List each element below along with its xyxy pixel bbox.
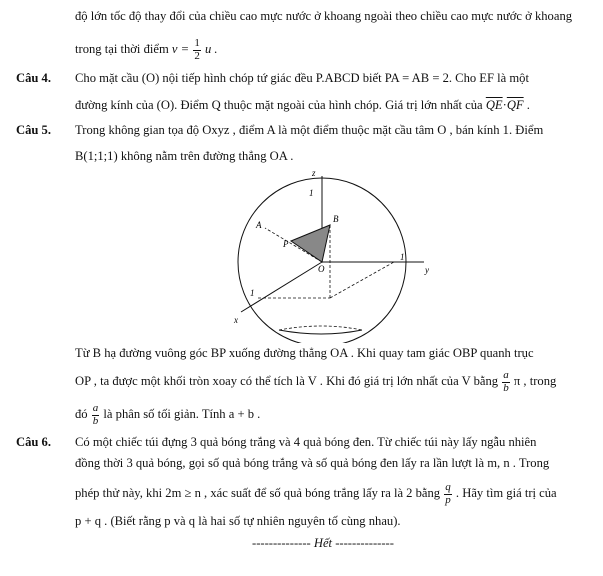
label-one-y: 1 <box>400 252 405 262</box>
end-dashes-right: -------------- <box>335 536 394 550</box>
q4-line-2-pre: đường kính của (O). Điểm Q thuộc mặt ngoài của hình chóp. Giá trị lớn nhất của <box>75 98 483 112</box>
intro-var: v = <box>171 41 190 56</box>
intro-line-2 <box>75 38 218 62</box>
q6-label: Câu 6. <box>16 435 51 449</box>
q6-line-2: đồng thời 3 quả bóng, gọi số quả bóng trắng và số quả bóng đen lấy ra lần lượt là m, n . Trong <box>75 456 550 470</box>
q6-line-3-post: . Hãy tìm giá trị của <box>455 485 557 500</box>
q5-label: Câu 5. <box>16 123 51 137</box>
q6-line-4: p + q . (Biết rằng p và q là hai số tự nhiên nguyên tố cùng nhau). <box>75 514 401 528</box>
x-axis <box>241 262 322 312</box>
q4-line-1: Cho mặt cầu (O) nội tiếp hình chóp tứ giác đều P.ABCD biết PA = AB = 2. Cho EF là một <box>75 71 529 85</box>
q6-line-3-pre: phép thử này, khi 2m ≥ n , xác suất để số quả bóng trắng lấy ra là 2 bằng <box>75 485 441 500</box>
end-text: Hết <box>313 536 333 550</box>
q5-line-2: B(1;1;1) không nằm trên đường thẳng OA . <box>75 149 294 163</box>
intro-line-1: độ lớn tốc độ thay đổi của chiều cao mực nước ở khoang ngoài theo chiều cao mực nước ở khoang <box>75 9 573 23</box>
q4-line-2 <box>75 99 530 112</box>
segment-y-projection <box>330 262 394 298</box>
q5-line-5 <box>75 403 260 427</box>
label-p: P <box>283 239 289 249</box>
q5-line-3: Từ B hạ đường vuông góc BP xuống đường thẳng OA . Khi quay tam giác OBP quanh trục <box>75 346 534 360</box>
label-z: z <box>312 168 316 178</box>
q5-line-4-post: π , trong <box>513 373 557 388</box>
label-one-z: 1 <box>309 188 314 198</box>
q6-line-3 <box>75 482 557 506</box>
intro-line-2-pre: trong tại thời điểm <box>75 41 169 56</box>
end-dashes-left: -------------- <box>252 536 311 550</box>
sphere-figure <box>230 168 440 343</box>
intro-fraction: $\frac{1}{2}$ <box>194 37 200 62</box>
label-o: O <box>318 264 325 274</box>
q4-line-2-end: . <box>526 98 530 112</box>
q5-line-5-pre: đó <box>75 406 88 421</box>
q5-line-5-post: là phân số tối giản. Tính a + b . <box>103 406 261 421</box>
q5-line-4 <box>75 370 556 394</box>
label-b: B <box>333 214 339 224</box>
end-marker <box>252 537 394 550</box>
q5-line-4-pre: OP , ta được một khối tròn xoay có thể tích là V . Khi đó giá trị lớn nhất của V bằng <box>75 373 499 388</box>
label-a: A <box>256 220 262 230</box>
label-x: x <box>234 315 238 325</box>
q6-fraction-qp: $\frac{q}{p}$ <box>445 481 451 506</box>
q4-vector-qf: $\overline{QF}$ <box>506 98 524 112</box>
equator-front <box>279 330 362 334</box>
q4-vector-qe: $\overline{QE}$ <box>485 98 503 112</box>
equator-back <box>279 326 362 330</box>
q5-fraction-ab-2: $\frac{a}{b}$ <box>92 402 99 427</box>
q4-dot: · <box>502 98 507 112</box>
q6-line-1: Có một chiếc túi đựng 3 quả bóng trắng và 4 quả bóng đen. Từ chiếc túi này lấy ngẫu nhiên <box>75 435 537 449</box>
label-y: y <box>425 265 429 275</box>
q4-label: Câu 4. <box>16 71 51 85</box>
q5-line-1: Trong không gian tọa độ Oxyz , điểm A là một điểm thuộc mặt cầu tâm O , bán kính 1. Điểm <box>75 123 544 137</box>
triangle-obp <box>291 225 330 262</box>
intro-line-2-post: u . <box>204 41 218 56</box>
label-one-x: 1 <box>250 288 255 298</box>
q5-fraction-ab: $\frac{a}{b}$ <box>503 369 509 394</box>
